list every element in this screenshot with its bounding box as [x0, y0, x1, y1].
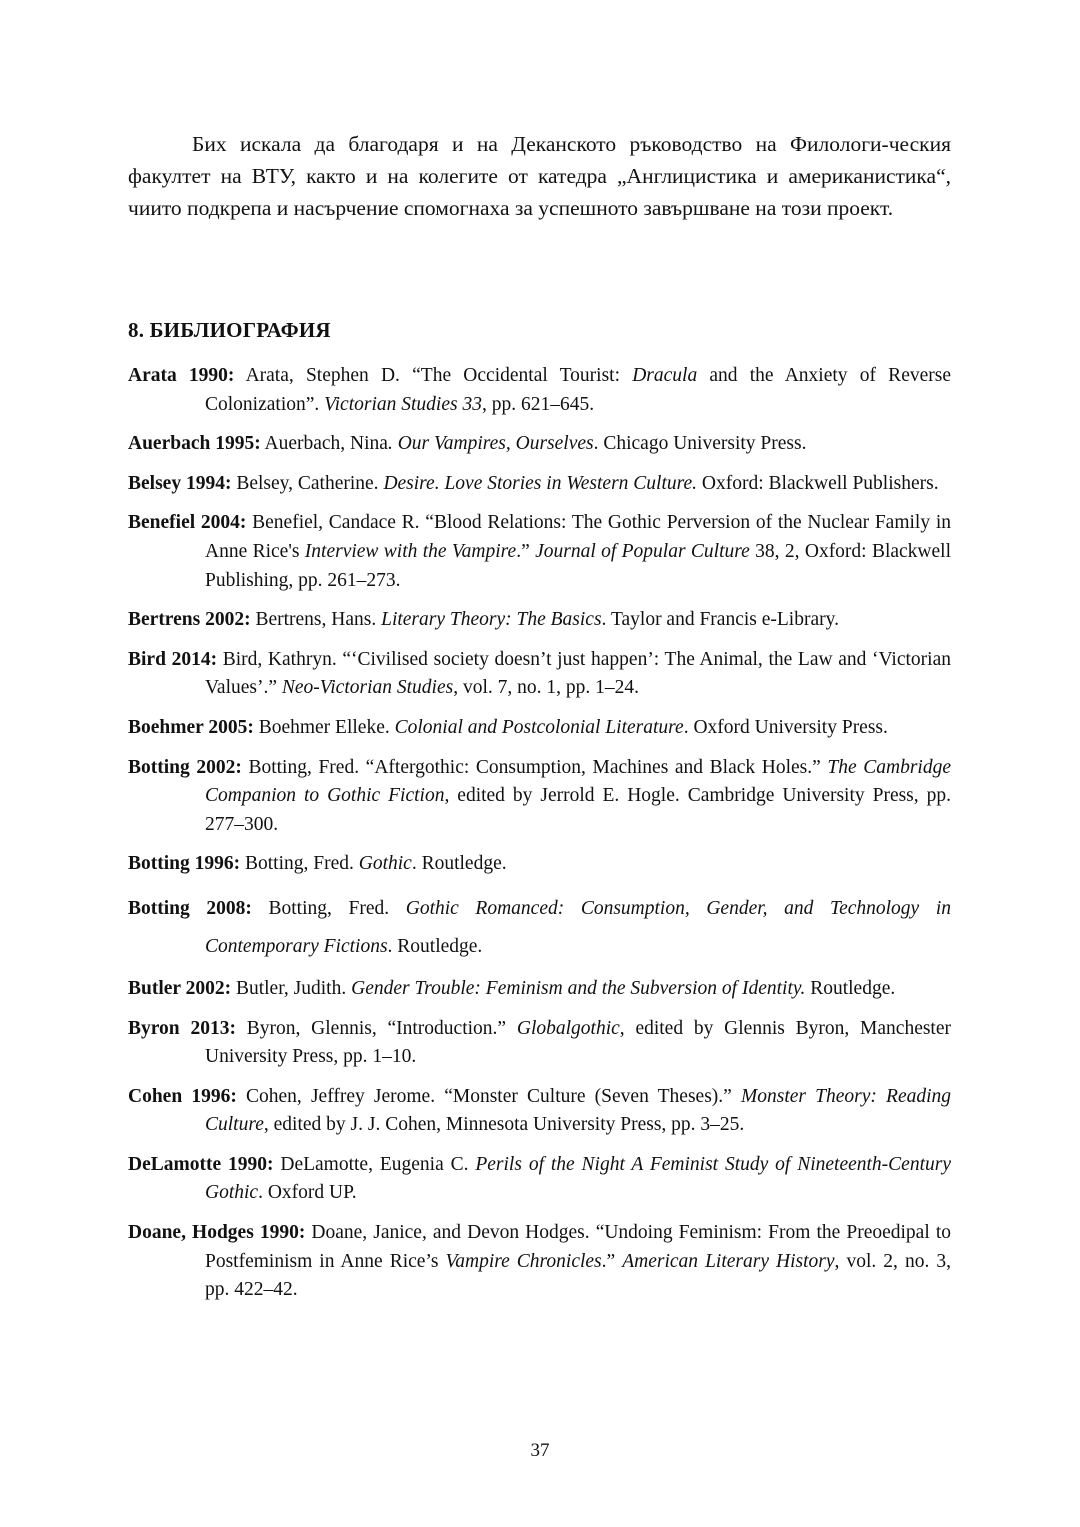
- entry-text: .”: [601, 1250, 623, 1272]
- entry-key: Byron 2013:: [128, 1017, 236, 1039]
- entry-text: . Routledge.: [387, 935, 483, 957]
- entry-text: Auerbach, Nina: [260, 433, 388, 455]
- bibliography-list: [128, 362, 951, 1316]
- entry-title: Perils of the Night A Feminist Study of Nineteenth-Century Gothic: [205, 1153, 951, 1204]
- entry-text: Botting, Fred.: [251, 897, 406, 919]
- entry-text: Byron, Glennis, “Introduction.”: [235, 1017, 517, 1039]
- entry-key: Botting 2008:: [128, 897, 252, 919]
- entry-text: Belsey, Catherine.: [231, 472, 384, 494]
- entry-title: Neo-Victorian Studies: [281, 677, 454, 699]
- bibliography-entry: [128, 430, 951, 459]
- entry-text: Butler, Judith.: [231, 977, 352, 999]
- entry-text: , edited by Jerrold E. Hogle. Cambridge University Press, pp. 277–300.: [205, 785, 951, 835]
- bibliography-entry: [128, 646, 951, 703]
- entry-text: Doane, Janice, and Devon Hodges. “Undoing Feminism: From the Preoedipal to Postfeminism in Anne Rice’s: [205, 1222, 951, 1272]
- entry-text: Oxford: Blackwell Publishers.: [697, 472, 939, 494]
- entry-title: Gothic Romanced: Consumption, Gender, and Technology in Contemporary Fictions: [205, 897, 951, 957]
- entry-title: Gender Trouble: Feminism and the Subversion of Identity.: [351, 977, 806, 999]
- entry-text: Benefiel, Candace R. “Blood Relations: The Gothic Perversion of the Nuclear Family in Anne Rice's: [205, 512, 951, 562]
- entry-text: .”: [516, 540, 536, 562]
- entry-key: Bird 2014:: [128, 648, 218, 670]
- entry-text: , vol. 7, no. 1, pp. 1–24.: [453, 677, 640, 699]
- bibliography-entry: [128, 1219, 951, 1305]
- entry-text: Cohen, Jeffrey Jerome. “Monster Culture (Seven Theses).”: [236, 1085, 741, 1107]
- section-heading: 8. БИБЛИОГРАФИЯ: [128, 318, 331, 342]
- entry-text: . Routledge.: [411, 853, 507, 875]
- entry-title: Monster Theory: Reading Culture: [205, 1085, 952, 1136]
- entry-text: , edited by Glennis Byron, Manchester University Press, pp. 1–10.: [205, 1017, 952, 1068]
- bibliography-entry: [128, 606, 951, 635]
- entry-title: Gothic: [358, 853, 412, 875]
- entry-text: DeLamotte, Eugenia C.: [273, 1153, 476, 1175]
- entry-title: Interview with the Vampire: [304, 540, 517, 562]
- bibliography-entry: [128, 1083, 951, 1140]
- entry-key: Arata 1990:: [128, 365, 235, 386]
- bibliography-entry: [128, 1151, 951, 1208]
- entry-title: Dracula: [632, 365, 698, 386]
- entry-text: . Chicago University Press.: [593, 433, 807, 455]
- entry-title: . Our Vampires, Ourselves: [387, 433, 594, 455]
- bibliography-entry: [128, 754, 951, 840]
- entry-text: and the Anxiety of Reverse Colonization”.: [205, 365, 951, 415]
- bibliography-entry: [128, 362, 951, 419]
- entry-text: Arata, Stephen D. “The Occidental Tourist:: [234, 365, 633, 386]
- entry-title: Vampire Chronicles: [445, 1250, 602, 1272]
- entry-key: Butler 2002:: [128, 977, 232, 999]
- entry-key: Doane, Hodges 1990:: [128, 1222, 306, 1244]
- entry-key: Botting 1996:: [128, 853, 241, 875]
- entry-title: American Literary History: [622, 1250, 835, 1272]
- entry-text: Boehmer Elleke.: [253, 716, 395, 738]
- entry-title: Literary Theory: The Basics: [381, 609, 602, 631]
- entry-key: Benefiel 2004:: [128, 512, 247, 534]
- entry-text: Botting, Fred. “Aftergothic: Consumption, Machines and Black Holes.”: [241, 756, 828, 778]
- entry-text: Routledge.: [805, 977, 896, 999]
- entry-title: Desire. Love Stories in Western Culture.: [383, 472, 698, 494]
- bibliography-entry: [128, 470, 951, 499]
- bibliography-entry: [128, 890, 951, 966]
- entry-key: Cohen 1996:: [128, 1085, 237, 1107]
- bibliography-entry: [128, 714, 951, 743]
- entry-title: Victorian Studies 33: [324, 393, 482, 415]
- page-number: 37: [530, 1440, 550, 1461]
- entry-key: Bertrens 2002:: [128, 609, 251, 631]
- entry-key: Auerbach 1995:: [128, 433, 261, 455]
- entry-title: The Cambridge Companion to Gothic Fiction: [205, 756, 951, 807]
- entry-text: , pp. 621–645.: [481, 393, 595, 415]
- entry-title: Journal of Popular Culture: [535, 540, 750, 562]
- entry-text: . Oxford University Press.: [683, 716, 888, 738]
- entry-text: , edited by J. J. Cohen, Minnesota University Press, pp. 3–25.: [263, 1114, 745, 1136]
- entry-text: Botting, Fred.: [240, 853, 359, 875]
- entry-text: 38, 2, Oxford: Blackwell Publishing, pp. 261–273.: [205, 540, 952, 591]
- entry-key: Boehmer 2005:: [128, 716, 254, 738]
- entry-text: Bertrens, Hans.: [250, 609, 382, 631]
- entry-text: , vol. 2, no. 3, pp. 422–42.: [205, 1250, 951, 1301]
- bibliography-entry: [128, 975, 951, 1004]
- entry-key: DeLamotte 1990:: [128, 1153, 274, 1175]
- entry-text: . Oxford UP.: [258, 1182, 357, 1204]
- entry-text: . Taylor and Francis e-Library.: [601, 609, 839, 631]
- bibliography-entry: [128, 509, 951, 595]
- entry-title: Globalgothic: [516, 1017, 620, 1039]
- bibliography-entry: [128, 1015, 951, 1072]
- acknowledgement-paragraph: Бих искала да благодаря и на Деканското ръководство на Филологи-ческия факултет на ВТУ, както и на колегите от катедра „Англицистика и американистика“, чиито подкрепа и насърчение спомогнаха за успешното завършване на този проект.: [128, 132, 951, 220]
- entry-text: Bird, Kathryn. “‘Civilised society doesn’t just happen’: The Animal, the Law and ‘Victorian Values’.”: [205, 648, 951, 699]
- bibliography-entry: [128, 850, 951, 879]
- entry-key: Belsey 1994:: [128, 472, 232, 494]
- entry-title: Colonial and Postcolonial Literature: [394, 716, 684, 738]
- entry-key: Botting 2002:: [128, 756, 242, 778]
